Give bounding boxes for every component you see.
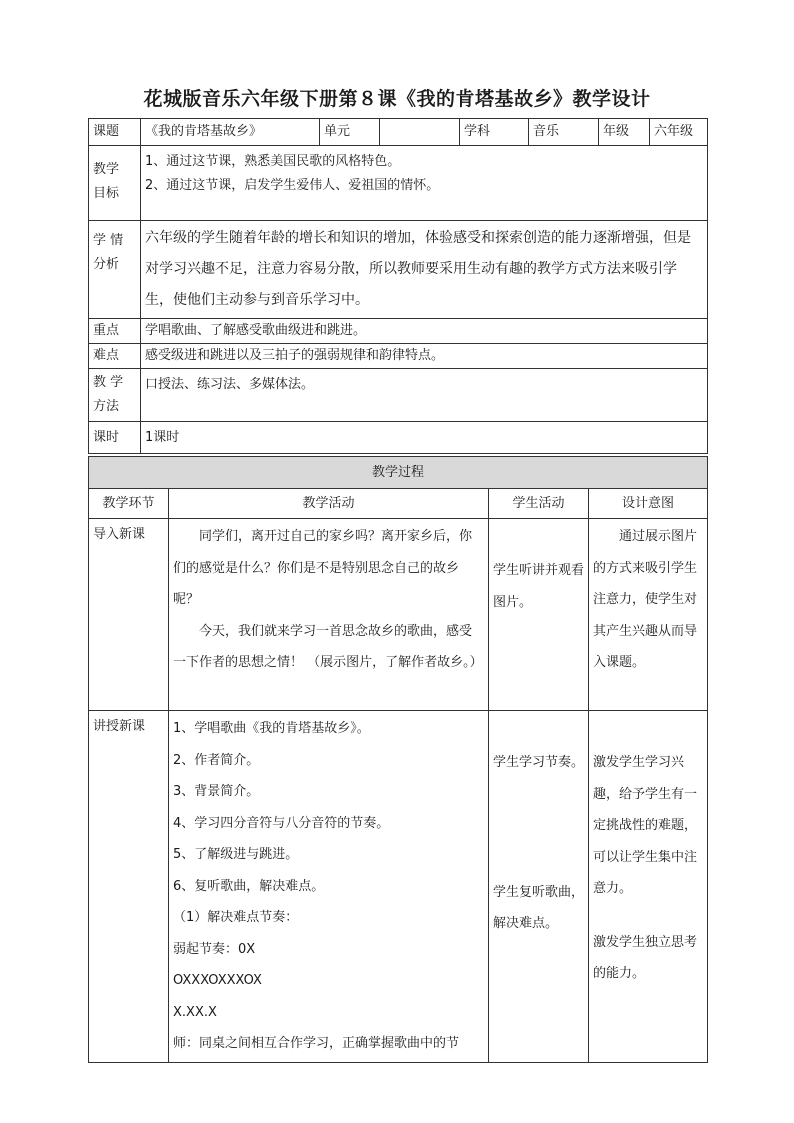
- intro-activity: [169, 519, 489, 711]
- analysis-label: [89, 221, 141, 319]
- goal-content: [141, 146, 708, 221]
- key-content: 学唱歌曲、了解感受歌曲级进和跳进。: [141, 319, 708, 344]
- intro-activity-paragraph: 同学们，离开过自己的家乡吗？离开家乡后，你们的感觉是什么？你们是不是特别思念自己的故乡呢？: [173, 529, 473, 607]
- unit-label: 单元: [320, 119, 380, 146]
- goal-label-line-1: 教学: [93, 162, 120, 177]
- difficulty-content: 感受级进和跳进以及三拍子的强弱规律和韵律特点。: [141, 344, 708, 369]
- grade-label: 年级: [599, 119, 650, 146]
- subject-value: 音乐: [529, 119, 599, 146]
- goal-label-line-2: 目标: [93, 186, 120, 201]
- teach-student-2: 学生复听歌曲，解决难点。: [493, 884, 585, 931]
- intro-stage: 导入新课: [89, 519, 169, 711]
- teach-item: X.XX.X: [173, 1004, 217, 1020]
- info-table: [88, 118, 708, 454]
- hours-content: 1课时: [141, 422, 708, 454]
- teach-item: 弱起节奏：0X: [173, 941, 256, 957]
- method-label: [89, 369, 141, 422]
- page-title: 花城版音乐六年级下册第８课《我的肯塔基故乡》教学设计: [143, 88, 651, 110]
- teach-item: 师：同桌之间相互合作学习，正确掌握歌曲中的节: [173, 1036, 460, 1051]
- header-stage: 教学环节: [89, 489, 169, 519]
- intro-student: 学生听讲并观看图片。: [489, 519, 589, 711]
- goal-label: [89, 146, 141, 221]
- goal-item: 1、通过这节课，熟悉美国民歌的风格特色。: [145, 154, 401, 169]
- teach-item: 2、作者简介。: [173, 752, 260, 768]
- unit-value: [380, 119, 460, 146]
- teach-item: OXXXOXXXOX: [173, 973, 262, 988]
- teach-intent-1: 激发学生学习兴趣，给予学生有一定挑战性的难题，可以让学生集中注意力。: [593, 755, 698, 896]
- hours-label: 课时: [89, 422, 141, 454]
- teach-item: 4、学习四分音符与八分音符的节奏。: [173, 815, 390, 831]
- grade-value: 六年级: [650, 119, 708, 146]
- teach-student-1: 学生学习节奏。: [493, 755, 585, 770]
- teach-item: 3、背景简介。: [173, 784, 260, 799]
- analysis-label-line-1: 学 情: [93, 233, 124, 248]
- analysis-content: 六年级的学生随着年龄的增长和知识的增加，体验感受和探索创造的能力逐渐增强，但是对学习兴趣不足，注意力容易分散，所以教师要采用生动有趣的教学方式方法来吸引学生，使他们主动参与到音乐学习中。: [141, 221, 708, 319]
- teach-activity: [169, 711, 489, 1063]
- method-label-line-2: 方法: [93, 399, 120, 414]
- intro-activity-paragraph: 今天，我们就来学习一首思念故乡的歌曲，感受一下作者的思想之情！ （展示图片，了解作者故乡。）: [173, 623, 483, 670]
- teach-item: 6、复听歌曲，解决难点。: [173, 878, 325, 894]
- intro-intent: 通过展示图片的方式来吸引学生注意力，使学生对其产生兴趣从而导入课题。: [589, 519, 708, 711]
- method-content: 口授法、练习法、多媒体法。: [141, 369, 708, 422]
- key-label: 重点: [89, 319, 141, 344]
- teach-item: 1、学唱歌曲《我的肯塔基故乡》。: [173, 721, 370, 736]
- course-value: 《我的肯塔基故乡》: [141, 119, 320, 146]
- header-activity: 教学活动: [169, 489, 489, 519]
- process-heading: 教学过程: [89, 457, 708, 489]
- teach-intent-2: 激发学生独立思考的能力。: [593, 934, 698, 981]
- subject-label: 学科: [460, 119, 529, 146]
- course-label: 课题: [89, 119, 141, 146]
- teach-item: （1）解决难点节奏：: [173, 910, 299, 925]
- teach-item: 5、了解级进与跳进。: [173, 847, 299, 862]
- teach-student: [489, 711, 589, 1063]
- goal-item: 2、通过这节课，启发学生爱伟人、爱祖国的情怀。: [145, 178, 440, 193]
- analysis-label-line-2: 分析: [93, 257, 120, 272]
- teach-stage: 讲授新课: [89, 711, 169, 1063]
- header-student: 学生活动: [489, 489, 589, 519]
- teach-intent: [589, 711, 708, 1063]
- header-intent: 设计意图: [589, 489, 708, 519]
- method-label-line-1: 教 学: [93, 375, 124, 390]
- difficulty-label: 难点: [89, 344, 141, 369]
- process-table: [88, 456, 708, 1063]
